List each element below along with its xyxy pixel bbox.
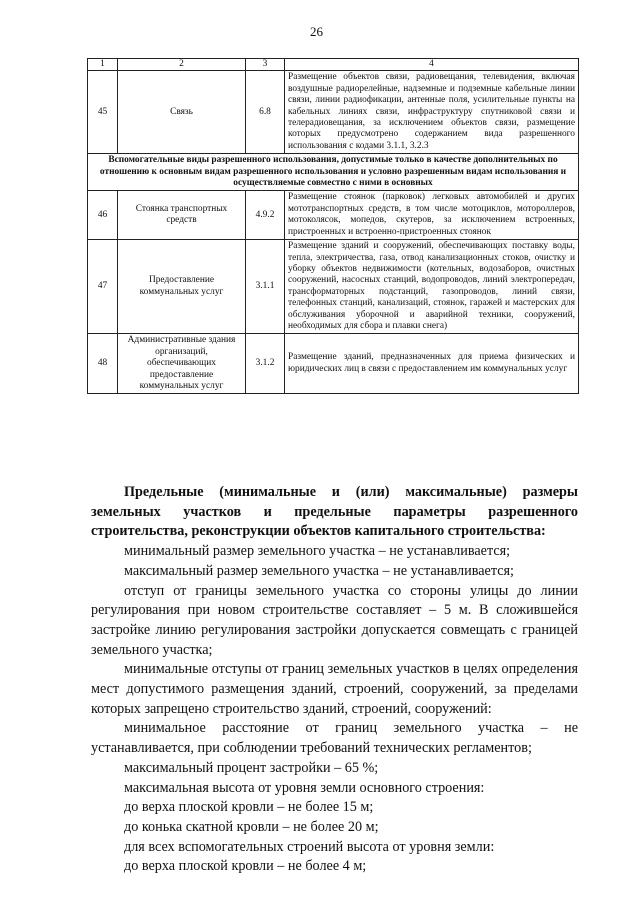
row-number: 45 xyxy=(88,71,118,154)
use-type-name: Административные здания организаций, обеспечивающих предоставление коммунальных услуг xyxy=(118,334,246,394)
parameters-heading: Предельные (минимальные и (или) максимальные) размеры земельных участков и предельные параметры разрешенного строительства, реконструкции объектов капитального строительства: xyxy=(91,484,578,540)
use-type-description: Размещение зданий и сооружений, обеспечивающих поставку воды, тепла, электричества, газа, отвод канализационных стоков, очистку и уборку объектов недвижимости (котельных, водозаборов, очистных сооружений, насосных станций, водопроводов, линий электропередач, трансформаторных подстанций, газопроводов, линий связи, телефонных станций, канализаций, стоянок, гаражей и мастерских для обслуживания уборочной и аварийной техники, сооружений, необходимых для сбора и плавки снега) xyxy=(285,240,579,334)
page-number: 26 xyxy=(310,24,323,39)
paragraph: до верха плоской кровли – не более 15 м; xyxy=(124,799,374,816)
table-row xyxy=(88,191,579,240)
table-header-row xyxy=(88,59,579,71)
paragraph: для всех вспомогательных строений высота от уровня земли: xyxy=(124,838,495,855)
column-header-2: 2 xyxy=(118,59,246,71)
paragraph: отступ от границы земельного участка со стороны улицы до линии регулирования при новом строительстве составляет – 5 м. В сложившейся застройке линию регулирования застройки допускается совмещать с границей земельного участка; xyxy=(91,582,578,658)
parameters-section xyxy=(91,483,578,877)
row-number: 47 xyxy=(88,240,118,334)
use-type-description: Размещение стоянок (парковок) легковых автомобилей и других мототранспортных средств, в том числе мотоциклов, мотороллеров, мотоколясок, мопедов, скутеров, за исключением встроенных, пристроенных и встроенно-пристроенных стоянок xyxy=(285,191,579,240)
paragraph: максимальный процент застройки – 65 %; xyxy=(124,759,379,776)
column-header-4: 4 xyxy=(285,59,579,71)
column-header-1: 1 xyxy=(88,59,118,71)
paragraph: максимальный размер земельного участка – не устанавливается; xyxy=(124,562,514,579)
paragraph: минимальный размер земельного участка – не устанавливается; xyxy=(124,543,511,560)
column-header-3: 3 xyxy=(246,59,285,71)
table-row xyxy=(88,71,579,154)
use-type-name: Стоянка транспортных средств xyxy=(118,191,246,240)
table-row xyxy=(88,240,579,334)
use-type-code: 4.9.2 xyxy=(246,191,285,240)
paragraph: до конька скатной кровли – не более 20 м; xyxy=(124,818,379,835)
use-type-name: Связь xyxy=(118,71,246,154)
paragraph: до верха плоской кровли – не более 4 м; xyxy=(124,858,367,875)
use-type-name: Предоставление коммунальных услуг xyxy=(118,240,246,334)
paragraph: минимальные отступы от границ земельных участков в целях определения мест допустимого размещения зданий, строений, сооружений, за пределами которых запрещено строительство зданий, строений, сооружений: xyxy=(91,661,578,717)
use-type-description: Размещение объектов связи, радиовещания, телевидения, включая воздушные радиорелейные, надземные и подземные кабельные линии связи, линии радиофикации, антенные поля, усилительные пункты на кабельных линиях связи, инфраструктуру спутниковой связи и телерадиовещания, за исключением объектов связи, размещение которых предусмотрено содержанием вида разрешенного использования с кодами 3.1.1, 3.2.3 xyxy=(285,71,579,154)
section-heading: Вспомогательные виды разрешенного использования, допустимые только в качестве дополнительных по отношению к основным видам разрешенного использования и условно разрешенным видам использования и осуществляемые совместно с ними в основных xyxy=(88,154,579,191)
land-use-table xyxy=(87,58,579,394)
use-type-code: 3.1.2 xyxy=(246,334,285,394)
section-heading-row xyxy=(88,154,579,191)
row-number: 46 xyxy=(88,191,118,240)
table-row xyxy=(88,334,579,394)
paragraph: минимальное расстояние от границ земельного участка – не устанавливается, при соблюдении требований технических регламентов; xyxy=(91,720,578,757)
use-type-code: 3.1.1 xyxy=(246,240,285,334)
use-type-code: 6.8 xyxy=(246,71,285,154)
paragraph: максимальная высота от уровня земли основного строения: xyxy=(124,779,485,796)
use-type-description: Размещение зданий, предназначенных для приема физических и юридических лиц в связи с предоставлением им коммунальных услуг xyxy=(285,334,579,394)
row-number: 48 xyxy=(88,334,118,394)
